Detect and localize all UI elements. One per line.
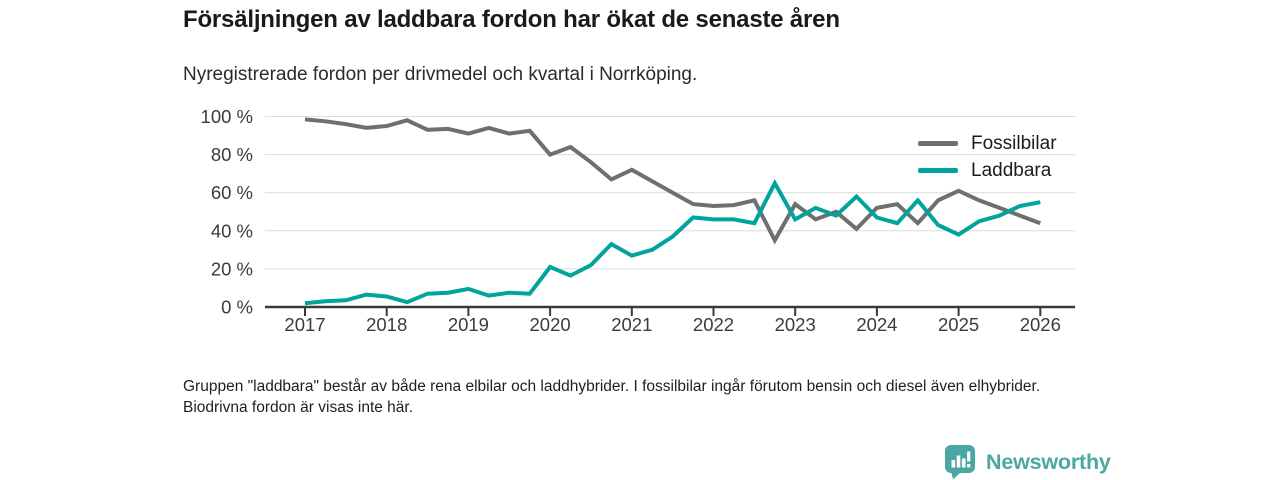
legend-item-fossilbilar: [918, 130, 1057, 157]
legend-swatch-laddbara: [918, 168, 958, 173]
y-tick-label: 20 %: [210, 258, 253, 280]
legend-label-laddbara: Laddbara: [971, 159, 1052, 181]
x-tick-label: 2026: [1019, 314, 1061, 335]
x-tick-label: 2023: [774, 314, 816, 335]
x-tick-label: 2022: [692, 314, 735, 335]
y-tick-label: 80 %: [210, 144, 253, 166]
chart-legend: [918, 130, 1057, 184]
y-tick-label: 0 %: [221, 296, 253, 318]
y-tick-label: 40 %: [210, 220, 253, 242]
newsworthy-logo-text: Newsworthy: [986, 449, 1111, 474]
y-tick-label: 100 %: [200, 106, 253, 127]
chart-footnote: Gruppen "laddbara" består av både rena elbilar och laddhybrider. I fossilbilar ingår förutom bensin och diesel även elhybrider. Biodrivna fordon är visas inte här.: [183, 378, 1041, 416]
newsworthy-logo: [944, 444, 1111, 480]
series-line-laddbara: [305, 183, 1040, 303]
chart-subtitle: Nyregistrerade fordon per drivmedel och kvartal i Norrköping.: [183, 64, 698, 85]
x-tick-label: 2017: [284, 314, 326, 335]
x-tick-label: 2024: [856, 314, 898, 335]
legend-label-fossilbilar: Fossilbilar: [971, 132, 1057, 154]
legend-item-laddbara: [918, 157, 1057, 184]
legend-swatch-fossilbilar: [918, 141, 958, 146]
x-tick-label: 2020: [529, 314, 571, 335]
newsworthy-logo-icon: [944, 444, 977, 480]
y-tick-label: 60 %: [210, 182, 253, 204]
x-tick-label: 2018: [366, 314, 408, 335]
x-tick-label: 2021: [611, 314, 653, 335]
x-tick-label: 2019: [447, 314, 489, 335]
x-tick-label: 2025: [938, 314, 980, 335]
chart-title: Försäljningen av laddbara fordon har ökat de senaste åren: [183, 6, 840, 33]
